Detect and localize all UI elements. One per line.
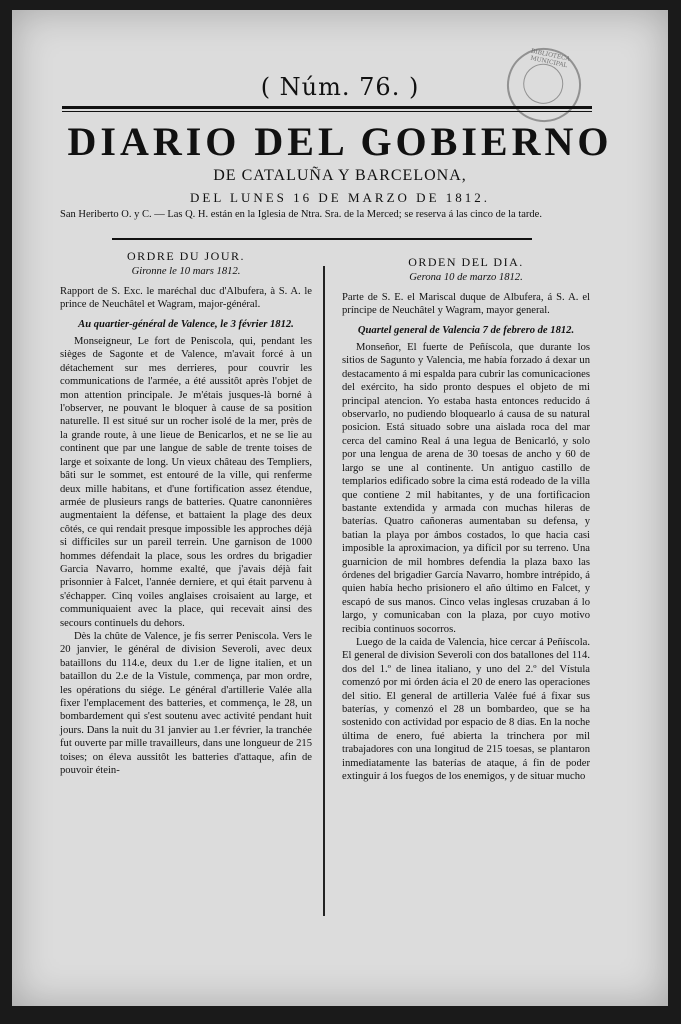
masthead-subtitle: DE CATALUÑA Y BARCELONA, xyxy=(213,167,467,184)
church-notice: San Heriberto O. y C. — Las Q. H. están en la Iglesia de Ntra. Sra. de la Merced; se reserva á las cinco de la tarde. xyxy=(60,209,542,220)
top-rule-thin xyxy=(62,111,592,112)
right-heading: ORDEN DEL DIA. xyxy=(408,255,524,269)
left-heading: ORDRE DU JOUR. xyxy=(126,249,245,263)
right-report: Parte de S. E. el Mariscal duque de Albufera, á S. A. el príncipe de Neuchâtel y Wagram, mayor general. xyxy=(342,291,590,317)
stamp-text: BIBLIOTECA MUNICIPAL xyxy=(529,47,571,69)
column-divider xyxy=(323,266,325,916)
right-paragraph-1: Monseñor, El fuerte de Peñíscola, que durante los sitios de Sagunto y Valencia, me había forzado á dexar un destacamento á mi espalda para cubrir las comunicaciones del exército, ha sido pronto despues el objeto de mi principal atencion. Yo estaba hasta entonces reducido á observarlo, no pudiendo bloquearlo á causa de su natural posicion. Está situado sobre una aislada roca del mar cerca del camino Real á una legua de Benicarló, y solo por una lengua de arena de 30 toesas de ancho y 60 de largo se une al continente. Un antiguo castillo de templarios edificado sobre la cima está rodeado de la villa que contiene 2 mil habitantes, y de una fortificacion bastante extendida y armada con muchas hileras de baterías. Quatro cañoneras aumentaban su defensa, y batian la playa por ámbos costados, lo que hacia casi imposible la aproximacion, ya difícil por su terreno. Una guarnicion de mil hombres defendia la plaza baxo las órdenes del brigadier García Navarro, hombre intrépido, á quien había hecho prisionero el año último en Falcet, y escapó de sus manos. Cinco velas inglesas cruzaban á lo largo, y comunicaban con la plaza, por cuyo motivo recibia continuos socorros. xyxy=(342,342,590,635)
left-quartier: Au quartier-général de Valence, le 3 février 1812. xyxy=(78,318,294,330)
newspaper-page xyxy=(12,10,668,1006)
right-paragraph-2: Luego de la caida de Valencia, hice cercar á Peñíscola. El general de division Severoli con dos batallones del 114. dos del 1.º de linea italiano, y uno del 2.º del Vístula comenzó por mi órden ácia el 20 de enero las operaciones del sitio. El general de artilleria Valée fué á fixar sus baterías, y comenzó el 28 un bombardeo, que se ha sostenido con actividad por espacio de 8 dias. En la noche última de enero, fué abierta la trinchera por mil trabajadores con una longitud de 215 toesas, se plantaron inmediatamente las baterías de ataque, á fin de poder extinguir á los fuegos de los enemigos, y de situar mucho xyxy=(342,636,590,783)
left-paragraph-1: Monseigneur, Le fort de Peniscola, qui, pendant les sièges de Sagonte et de Valence, m'avait forcé à un détachement sur mes derrieres, pour couvrir les communications de l'armée, a été aussitôt après l'objet de mon attention principale. Je m'étais jusques-là borné à l'observer, ne pouvant le bloquer à cause de sa position naturelle. Il est situé sur un rocher isolé de la mer, près de la grande route, à une lieue de Benicarlos, et ne se lie au continent que par une langue de sable de trente toises de large et soixante de long. Un vieux château des Templiers, bâti sur le sommet, est entouré de la ville, qui renferme deux mille habitans, et d'une fortification assez étendue, armée de plusieurs rangs de batteries. Quatre canonnières augmentaient la défense, et battaient la plage des deux côtés, ce qui rendait presque impossible les approches déjà si difficiles sur un pareil terrein. Une garnison de 1000 hommes défendait la place, sous les ordres du brigadier Garcia Navarro, homme exalté, que j'avais déjà fait prisonnier à Falcet, l'année derniere, et qui était parvenu à s'échapper. Cinq voiles anglaises croisaient au large, et communiquaient avec la place, qui recevait ainsi des secours continuels du dehors. xyxy=(60,336,312,629)
right-column-spanish xyxy=(342,256,590,783)
left-date: Gironne le 10 mars 1812. xyxy=(131,266,241,278)
issue-number: ( Núm. 76. ) xyxy=(260,73,420,101)
masthead-title: DIARIO DEL GOBIERNO xyxy=(67,119,613,164)
left-column-french xyxy=(60,250,312,777)
top-rule-thick xyxy=(62,106,592,109)
left-report: Rapport de S. Exc. le maréchal duc d'Albufera, à S. A. le prince de Neuchâtel et Wagram, major-général. xyxy=(60,285,312,311)
library-stamp xyxy=(500,41,588,129)
left-paragraph-2: Dès la chûte de Valence, je fis serrer Peniscola. Vers le 20 janvier, le général de division Severoli, avec deux bataillons du 114.e, deux du 1.er de ligne italien, et un bataillon du 2.e de la Vistule, commença, par mon ordre, les opérations du siége. Le général d'artillerie Valée alla fixer l'emplacement des batteries, et commença, le 28, un bombardement qui s'est soutenu avec activité pendant huit jours. Dans la nuit du 31 janvier au 1.er février, la tranchée fut ouverte par mille travailleurs, dans une longueur de 215 toises; on éleva aussitôt les batteries d'attaque, afin de pouvoir étein- xyxy=(60,630,312,777)
right-date: Gerona 10 de marzo 1812. xyxy=(409,272,523,284)
masthead-dateline: DEL LUNES 16 DE MARZO DE 1812. xyxy=(189,190,491,205)
right-quartel: Quartel general de Valencia 7 de febrero de 1812. xyxy=(357,324,575,336)
header-divider xyxy=(112,238,532,240)
